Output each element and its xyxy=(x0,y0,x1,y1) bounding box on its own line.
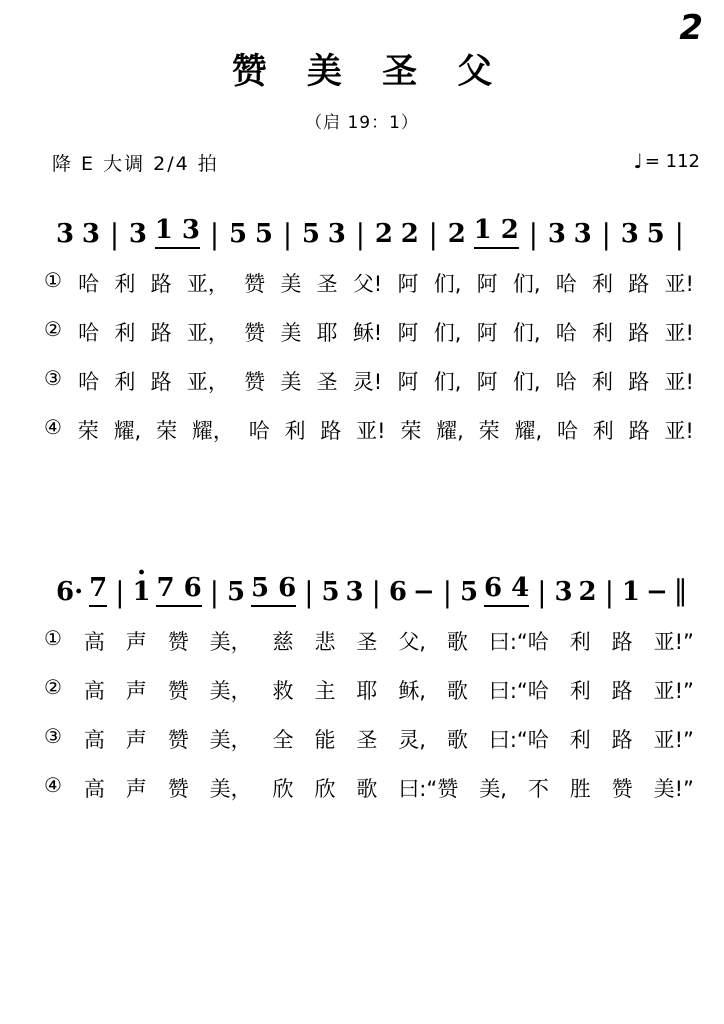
barline: | xyxy=(209,218,220,251)
lyric-row-1-2 xyxy=(40,317,700,347)
lyric-syllable: 美 xyxy=(280,321,302,345)
note-20: 2 xyxy=(578,577,597,607)
lyric-syllable: 亚! xyxy=(664,272,694,296)
lyric-syllable: 亚! xyxy=(356,419,386,443)
note-8 xyxy=(251,573,296,607)
lyric-syllable: 哈 xyxy=(555,321,577,345)
lyric-syllable: 路 xyxy=(320,419,342,443)
lyric-syllable: 圣 xyxy=(316,272,338,296)
lyric-syllable: 灵, xyxy=(398,728,426,752)
page-number: 2 xyxy=(679,8,702,48)
lyric-syllable: 美， xyxy=(209,679,252,703)
note-14: 2 xyxy=(400,219,419,249)
verse-number: ① xyxy=(44,626,62,650)
tempo-value: = 112 xyxy=(644,151,700,172)
lyric-syllable: 哈 xyxy=(555,370,577,394)
note-1: 6· xyxy=(56,577,84,607)
lyric-syllable: 高 xyxy=(83,777,105,801)
note-11: 3 xyxy=(327,219,346,249)
barline: | xyxy=(528,218,539,251)
lyric-syllable: 慈 xyxy=(272,630,294,654)
lyric-syllable: 曰:“赞 xyxy=(398,777,459,801)
lyric-syllable: 路 xyxy=(150,321,172,345)
lyric-syllable: 亚! xyxy=(664,321,694,345)
lyric-row-1-3 xyxy=(40,366,700,396)
lyric-syllable: 路 xyxy=(611,728,633,752)
lyric-syllable: 赞 xyxy=(611,777,633,801)
barline: | xyxy=(209,576,220,609)
lyric-syllable: 利 xyxy=(114,321,136,345)
lyric-syllable: 耀, xyxy=(436,419,464,443)
note-14: − xyxy=(412,577,435,607)
final-barline: ‖ xyxy=(673,574,686,607)
note-17 xyxy=(484,573,529,607)
lyric-syllable: 赞 xyxy=(244,321,266,345)
lyric-syllable: 圣 xyxy=(356,630,378,654)
note-19: 3 xyxy=(547,219,566,249)
page-title: 赞 美 圣 父 xyxy=(231,52,507,92)
lyric-syllable: 利 xyxy=(569,728,591,752)
lyric-syllable: 们, xyxy=(433,272,462,296)
verse-number: ③ xyxy=(44,366,62,390)
note-2: 3 xyxy=(81,219,100,249)
lyric-syllable: 圣 xyxy=(316,370,338,394)
lyric-syllable: 耀, xyxy=(113,419,142,443)
note-7: 5 xyxy=(228,219,248,249)
note-16: 5 xyxy=(460,577,479,607)
lyric-row-1-4 xyxy=(40,415,700,445)
lyric-syllable: 高 xyxy=(83,679,105,703)
lyric-syllable: 们, xyxy=(433,321,462,345)
lyric-syllable: 灵! xyxy=(352,370,383,394)
lyric-syllable: 们, xyxy=(512,321,541,345)
verse-number: ② xyxy=(44,317,62,341)
verse-number: ④ xyxy=(44,773,62,797)
barline: | xyxy=(674,218,684,251)
lyric-syllable: 利 xyxy=(592,419,614,443)
note-13: 6 xyxy=(388,577,407,607)
lyric-syllable: 稣! xyxy=(352,321,383,345)
lyric-syllable: 稣, xyxy=(398,679,426,703)
lyric-syllable: 悲 xyxy=(314,630,336,654)
lyric-syllable: 声 xyxy=(125,630,147,654)
lyric-syllable: 歌 xyxy=(446,630,468,654)
lyric-syllable: 赞 xyxy=(244,272,266,296)
lyric-syllable: 高 xyxy=(83,728,105,752)
lyric-syllable: 哈 xyxy=(556,419,578,443)
lyric-syllable: 曰:“哈 xyxy=(488,630,549,654)
lyric-syllable: 阿 xyxy=(476,321,498,345)
lyric-syllable: 路 xyxy=(150,272,172,296)
notation-line-1 xyxy=(40,205,700,249)
beam-group: 1 3 xyxy=(155,215,200,249)
lyric-syllable: 荣 xyxy=(400,419,422,443)
lyric-syllable: 不 xyxy=(527,777,549,801)
lyric-syllable: 哈 xyxy=(78,321,100,345)
barline: | xyxy=(428,218,438,251)
barline: | xyxy=(604,576,614,609)
lyric-syllable: 高 xyxy=(83,630,105,654)
lyric-syllable: 利 xyxy=(114,370,136,394)
barline: | xyxy=(304,576,314,609)
lyric-syllable: 胜 xyxy=(569,777,591,801)
lyric-syllable: 路 xyxy=(628,370,650,394)
lyric-syllable: 路 xyxy=(150,370,172,394)
lyric-syllable: 阿 xyxy=(476,370,498,394)
verse-number: ④ xyxy=(44,415,62,439)
music-system-1 xyxy=(0,205,724,445)
lyric-syllable: 欣 xyxy=(314,777,336,801)
note-13: 2 xyxy=(374,219,393,249)
lyric-syllable: 亚! xyxy=(664,419,694,443)
lyric-syllable: 利 xyxy=(284,419,306,443)
lyric-syllable: 声 xyxy=(125,777,147,801)
lyric-syllable: 美， xyxy=(209,728,252,752)
lyric-syllable: 们, xyxy=(512,370,541,394)
barline: | xyxy=(537,576,547,609)
lyric-syllable: 歌 xyxy=(446,679,468,703)
beam-group: 5 6 xyxy=(251,573,296,607)
note-7: 5 xyxy=(226,577,246,607)
note-19: 3 xyxy=(554,577,573,607)
lyric-syllable: 美， xyxy=(209,630,252,654)
barline: | xyxy=(371,576,381,609)
verse-number: ② xyxy=(44,675,62,699)
lyric-syllable: 阿 xyxy=(397,272,419,296)
lyric-syllable: 赞 xyxy=(244,370,266,394)
lyric-syllable: 美， xyxy=(209,777,252,801)
lyric-syllable: 利 xyxy=(569,679,591,703)
lyric-syllable: 曰:“哈 xyxy=(488,728,549,752)
note-1: 3 xyxy=(56,219,75,249)
lyric-syllable: 利 xyxy=(569,630,591,654)
note-11: 3 xyxy=(345,577,364,607)
note-5 xyxy=(156,573,201,607)
note-22: 3 xyxy=(620,219,639,249)
lyric-syllable: 亚， xyxy=(186,370,229,394)
key-signature: 降 E 大调 2/4 拍 xyxy=(52,153,219,175)
lyric-syllable: 亚， xyxy=(186,272,229,296)
lyric-syllable: 路 xyxy=(628,321,650,345)
lyric-syllable: 全 xyxy=(272,728,294,752)
tempo-marking xyxy=(633,149,700,173)
beam-group: 7 6 xyxy=(156,573,201,607)
note-8: 5 xyxy=(254,219,273,249)
lyric-syllable: 利 xyxy=(114,272,136,296)
lyric-syllable: 美 xyxy=(280,272,302,296)
lyric-syllable: 赞 xyxy=(167,777,189,801)
verse-number: ③ xyxy=(44,724,62,748)
note-23: 5 xyxy=(646,219,665,249)
lyric-row-1-1 xyxy=(40,268,700,298)
lyric-syllable: 耶 xyxy=(356,679,378,703)
lyric-syllable: 阿 xyxy=(476,272,498,296)
barline: | xyxy=(601,218,611,251)
lyric-row-2-3 xyxy=(40,724,700,754)
lyric-syllable: 阿 xyxy=(397,370,419,394)
lyric-syllable: 能 xyxy=(314,728,336,752)
lyric-syllable: 耶 xyxy=(316,321,338,345)
notation-line-2 xyxy=(40,563,700,607)
lyric-syllable: 美, xyxy=(479,777,507,801)
lyric-syllable: 亚， xyxy=(186,321,229,345)
note-10: 5 xyxy=(321,577,340,607)
note-17 xyxy=(474,215,519,249)
note-23: − xyxy=(645,577,668,607)
lyric-syllable: 曰:“哈 xyxy=(488,679,549,703)
lyric-syllable: 阿 xyxy=(397,321,419,345)
lyric-syllable: 利 xyxy=(592,321,614,345)
lyric-syllable: 哈 xyxy=(555,272,577,296)
beam-group: 6 4 xyxy=(484,573,529,607)
note-10: 5 xyxy=(301,219,320,249)
score-meta xyxy=(0,149,724,179)
note-20: 3 xyxy=(573,219,592,249)
lyric-syllable: 歌 xyxy=(446,728,468,752)
lyric-syllable: 路 xyxy=(628,272,650,296)
lyric-syllable: 利 xyxy=(592,272,614,296)
lyric-syllable: 亚! xyxy=(664,370,694,394)
lyric-syllable: 父! xyxy=(352,272,383,296)
note-16: 2 xyxy=(447,219,466,249)
lyric-syllable: 声 xyxy=(125,679,147,703)
note-2 xyxy=(89,573,107,607)
lyric-syllable: 父, xyxy=(398,630,426,654)
lyric-syllable: 路 xyxy=(611,679,633,703)
lyric-syllable: 歌 xyxy=(356,777,378,801)
lyric-syllable: 荣 xyxy=(77,419,99,443)
quarter-note-icon: ♩ xyxy=(633,149,643,173)
lyric-syllable: 哈 xyxy=(248,419,270,443)
barline: | xyxy=(442,576,453,609)
lyric-syllable: 亚!” xyxy=(653,630,694,654)
lyric-syllable: 亚!” xyxy=(653,679,694,703)
lyric-syllable: 赞 xyxy=(167,630,189,654)
lyric-syllable: 耀, xyxy=(514,419,543,443)
lyric-syllable: 圣 xyxy=(356,728,378,752)
lyric-syllable: 荣 xyxy=(156,419,178,443)
lyric-syllable: 路 xyxy=(628,419,650,443)
lyric-syllable: 荣 xyxy=(478,419,500,443)
note-22: 1 xyxy=(621,577,641,607)
note-4: 3 xyxy=(128,219,148,249)
lyric-syllable: 路 xyxy=(611,630,633,654)
scripture-reference: （启 19：1） xyxy=(305,113,419,133)
lyric-syllable: 美!” xyxy=(653,777,694,801)
barline: | xyxy=(115,576,125,609)
lyric-syllable: 们, xyxy=(512,272,541,296)
lyric-syllable: 欣 xyxy=(272,777,294,801)
note-4 xyxy=(132,577,150,607)
lyric-syllable: 亚!” xyxy=(653,728,694,752)
lyric-syllable: 赞 xyxy=(167,679,189,703)
beam-group: 7 xyxy=(89,573,107,607)
lyric-row-2-4 xyxy=(40,773,700,803)
lyric-syllable: 们, xyxy=(433,370,462,394)
barline: | xyxy=(109,218,120,251)
verse-number: ① xyxy=(44,268,62,292)
octave-dot-above: · 1 xyxy=(132,577,150,607)
lyric-syllable: 主 xyxy=(314,679,336,703)
lyric-syllable: 声 xyxy=(125,728,147,752)
barline: | xyxy=(282,218,293,251)
lyric-syllable: 美 xyxy=(280,370,302,394)
lyric-syllable: 哈 xyxy=(78,272,100,296)
note-5 xyxy=(155,215,200,249)
lyric-row-2-2 xyxy=(40,675,700,705)
lyric-syllable: 耀， xyxy=(191,419,234,443)
lyric-syllable: 救 xyxy=(272,679,294,703)
music-system-2 xyxy=(0,563,724,803)
lyric-syllable: 赞 xyxy=(167,728,189,752)
beam-group: 1 2 xyxy=(474,215,519,249)
lyric-syllable: 哈 xyxy=(78,370,100,394)
barline: | xyxy=(355,218,366,251)
lyric-row-2-1 xyxy=(40,626,700,656)
lyric-syllable: 利 xyxy=(592,370,614,394)
